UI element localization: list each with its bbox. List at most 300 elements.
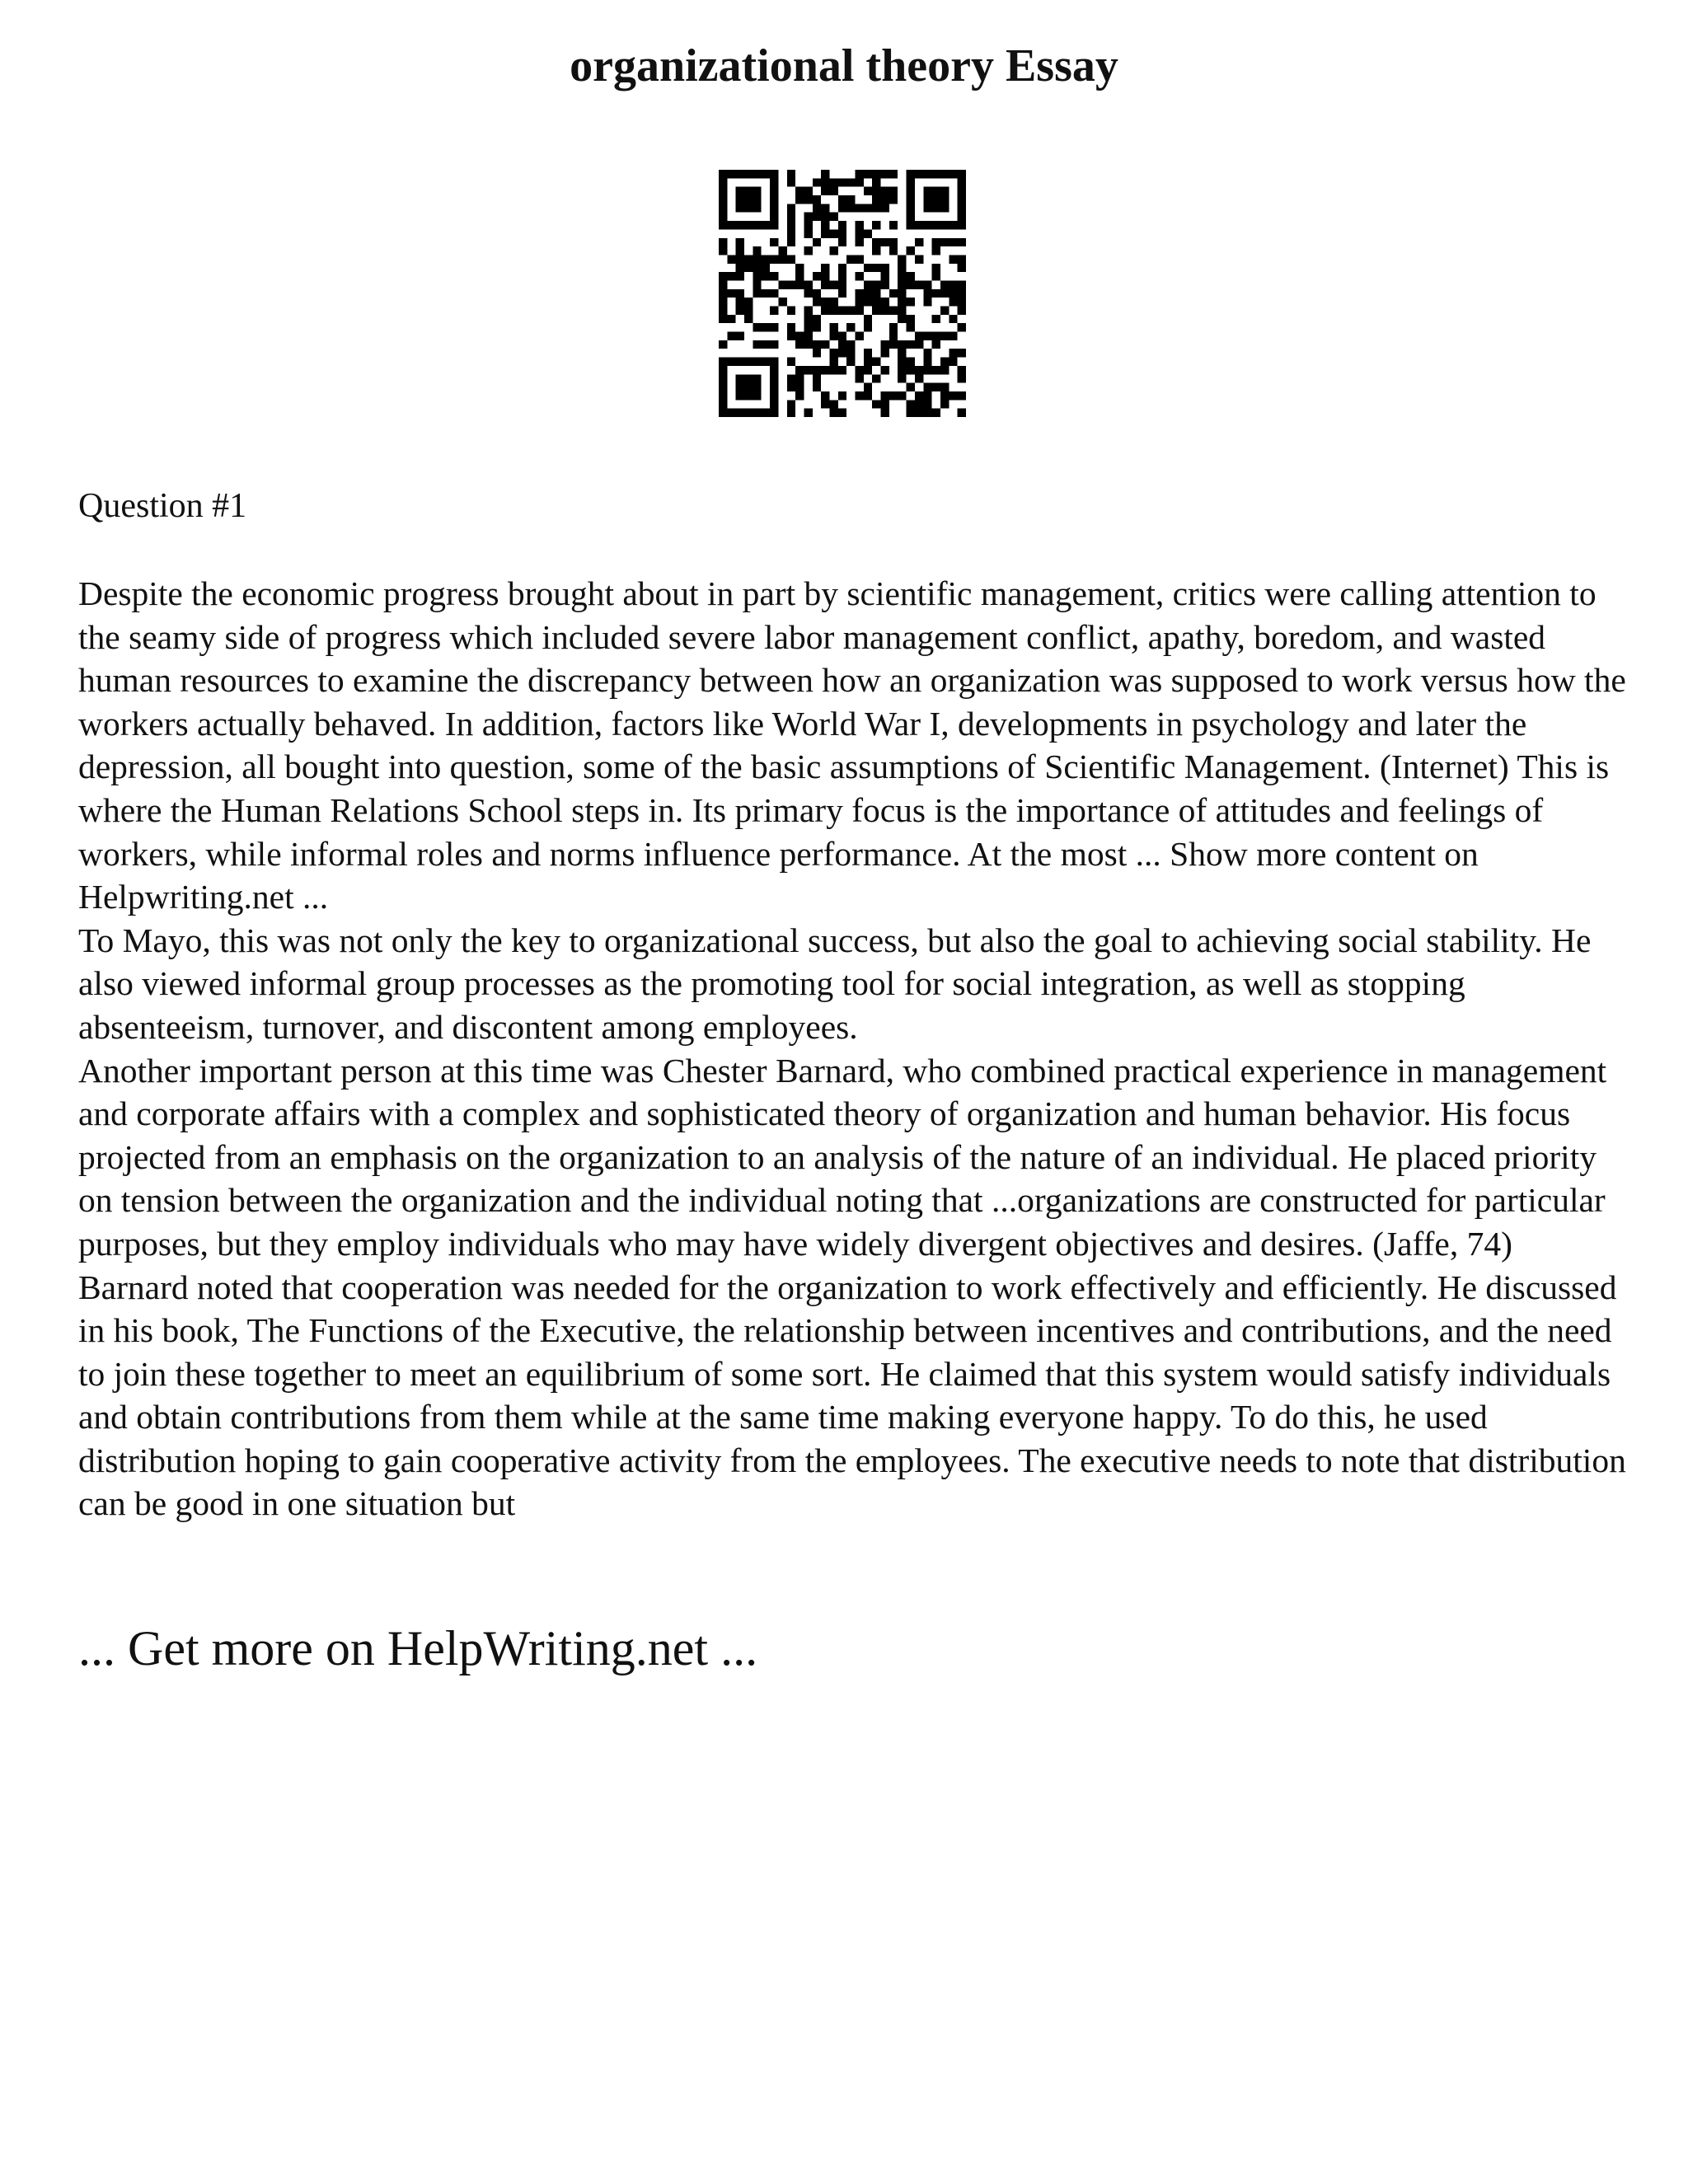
qr-module — [719, 272, 727, 280]
qr-module — [753, 170, 761, 178]
qr-module — [762, 358, 770, 366]
qr-module — [856, 307, 864, 315]
qr-module — [949, 238, 957, 246]
qr-module — [787, 255, 795, 263]
qr-module — [872, 400, 880, 408]
qr-module — [753, 264, 761, 272]
qr-module — [907, 366, 915, 374]
qr-module — [872, 307, 880, 315]
qr-module — [829, 366, 837, 374]
qr-module — [787, 400, 795, 408]
qr-module — [762, 340, 770, 349]
qr-module — [787, 358, 795, 366]
qr-module — [898, 391, 906, 400]
qr-module — [753, 255, 761, 263]
qr-module — [856, 298, 864, 306]
qr-module — [932, 409, 940, 417]
qr-module — [804, 229, 812, 237]
qr-module — [958, 366, 966, 374]
qr-module — [881, 298, 889, 306]
qr-module — [907, 340, 915, 349]
qr-module — [770, 358, 778, 366]
qr-module — [795, 383, 804, 391]
qr-module — [932, 332, 940, 340]
qr-module — [898, 298, 906, 306]
qr-module — [787, 332, 795, 340]
qr-module — [727, 170, 735, 178]
qr-module — [762, 255, 770, 263]
qr-module — [736, 332, 744, 340]
qr-module — [736, 409, 744, 417]
qr-module — [958, 187, 966, 195]
qr-module — [915, 221, 923, 229]
qr-module — [932, 340, 940, 349]
qr-module — [881, 400, 889, 408]
qr-module — [727, 358, 735, 366]
qr-module — [881, 340, 889, 349]
qr-module — [949, 280, 957, 288]
qr-module — [940, 204, 949, 212]
qr-module — [889, 332, 898, 340]
qr-module — [838, 264, 846, 272]
qr-module — [821, 366, 829, 374]
qr-module — [872, 289, 880, 298]
qr-module — [736, 195, 744, 204]
qr-module — [958, 307, 966, 315]
qr-module — [727, 221, 735, 229]
qr-module — [856, 366, 864, 374]
qr-module — [727, 332, 735, 340]
qr-module — [804, 307, 812, 315]
qr-module — [915, 238, 923, 246]
qr-module — [915, 280, 923, 288]
qr-module — [829, 332, 837, 340]
qr-module — [787, 323, 795, 331]
qr-module — [838, 280, 846, 288]
qr-module — [846, 195, 855, 204]
qr-module — [872, 221, 880, 229]
qr-module — [744, 187, 753, 195]
qr-module — [958, 195, 966, 204]
qr-module — [719, 340, 727, 349]
qr-module — [940, 170, 949, 178]
qr-module — [958, 170, 966, 178]
qr-module — [958, 374, 966, 382]
qr-module — [932, 315, 940, 323]
qr-module — [881, 195, 889, 204]
qr-module — [753, 272, 761, 280]
qr-module — [795, 280, 804, 288]
qr-module — [719, 400, 727, 408]
qr-module — [821, 307, 829, 315]
qr-module — [881, 272, 889, 280]
qr-module — [940, 289, 949, 298]
qr-module — [744, 204, 753, 212]
qr-module — [907, 246, 915, 255]
qr-module — [907, 221, 915, 229]
qr-module — [915, 332, 923, 340]
qr-module — [719, 178, 727, 186]
qr-module — [856, 255, 864, 263]
qr-module — [872, 298, 880, 306]
paragraph-3: Another important person at this time was Chester Barnard, who combined practical experience in management and corporate affairs with a complex and sophisticated theory of organization and human behavior. His focus projected from an emphasis on the organization to an analysis of the nature of an individual. He placed priority on tension between the organization and the individual noting that ...organizations are constructed for particular purposes, but they employ individuals who may have widely divergent objectives and desires. (Jaffe, 74) Barnard noted that cooperation was needed for the organization to work effectively and efficiently. He discussed in his book, The Functions of the Executive, the relationship between incentives and contributions, and the need to join these together to meet an equilibrium of some sort. He claimed that this system would satisfy individuals and obtain contributions from them while at the same time making everyone happy. To do this, he used distribution hoping to gain cooperative activity from the employees. The executive needs to note that distribution can be good in one situation but — [78, 1051, 1626, 1523]
qr-module — [907, 358, 915, 366]
qr-module — [829, 323, 837, 331]
qr-module — [727, 289, 735, 298]
qr-module — [907, 272, 915, 280]
qr-module — [787, 213, 795, 221]
qr-module — [838, 221, 846, 229]
qr-module — [821, 391, 829, 400]
qr-module — [804, 280, 812, 288]
qr-module — [719, 246, 727, 255]
qr-module — [958, 280, 966, 288]
qr-module — [846, 204, 855, 212]
qr-module — [829, 178, 837, 186]
qr-module — [907, 213, 915, 221]
qr-module — [881, 307, 889, 315]
qr-module — [736, 307, 744, 315]
qr-module — [872, 178, 880, 186]
qr-module — [864, 187, 872, 195]
qr-module — [949, 391, 957, 400]
qr-module — [932, 221, 940, 229]
qr-module — [753, 409, 761, 417]
page-title: organizational theory Essay — [570, 40, 1118, 91]
qr-module — [856, 204, 864, 212]
qr-module — [846, 349, 855, 357]
qr-module — [872, 238, 880, 246]
question-label: Question #1 — [78, 487, 247, 525]
qr-module — [727, 409, 735, 417]
qr-module — [804, 323, 812, 331]
qr-module — [829, 280, 837, 288]
qr-module — [829, 409, 837, 417]
qr-module — [923, 349, 931, 357]
qr-module — [770, 187, 778, 195]
qr-module — [940, 187, 949, 195]
qr-module — [719, 383, 727, 391]
qr-module — [923, 298, 931, 306]
qr-module — [940, 221, 949, 229]
qr-module — [838, 366, 846, 374]
qr-module — [889, 323, 898, 331]
qr-module — [923, 409, 931, 417]
qr-module — [940, 307, 949, 315]
qr-module — [949, 332, 957, 340]
qr-module — [804, 409, 812, 417]
qr-module — [804, 332, 812, 340]
qr-module — [770, 340, 778, 349]
qr-module — [753, 187, 761, 195]
qr-module — [881, 204, 889, 212]
qr-module — [915, 409, 923, 417]
qr-module — [829, 213, 837, 221]
qr-module — [821, 272, 829, 280]
qr-module — [770, 323, 778, 331]
qr-module — [804, 221, 812, 229]
qr-module — [932, 204, 940, 212]
qr-module — [821, 204, 829, 212]
qr-module — [932, 264, 940, 272]
qr-module — [907, 280, 915, 288]
qr-module — [778, 298, 786, 306]
qr-module — [856, 238, 864, 246]
qr-module — [753, 289, 761, 298]
qr-module — [804, 289, 812, 298]
qr-module — [958, 213, 966, 221]
qr-module — [898, 374, 906, 382]
qr-module — [889, 246, 898, 255]
qr-module — [889, 289, 898, 298]
qr-module — [795, 332, 804, 340]
qr-module — [753, 204, 761, 212]
qr-module — [864, 229, 872, 237]
qr-module — [813, 178, 821, 186]
qr-module — [813, 238, 821, 246]
qr-module — [915, 366, 923, 374]
qr-module — [727, 315, 735, 323]
qr-module — [932, 383, 940, 391]
qr-module — [795, 195, 804, 204]
qr-module — [770, 170, 778, 178]
qr-module — [846, 178, 855, 186]
qr-module — [795, 374, 804, 382]
qr-module — [753, 391, 761, 400]
qr-module — [744, 374, 753, 382]
qr-module — [719, 187, 727, 195]
qr-module — [856, 229, 864, 237]
qr-module — [813, 340, 821, 349]
qr-module — [719, 280, 727, 288]
qr-module — [719, 366, 727, 374]
qr-module — [838, 195, 846, 204]
qr-module — [898, 264, 906, 272]
qr-module — [940, 383, 949, 391]
qr-module — [907, 170, 915, 178]
qr-module — [949, 170, 957, 178]
qr-module — [770, 289, 778, 298]
qr-module — [719, 298, 727, 306]
qr-module — [719, 374, 727, 382]
qr-module — [856, 178, 864, 186]
qr-module — [719, 221, 727, 229]
qr-module — [838, 409, 846, 417]
qr-module — [744, 315, 753, 323]
qr-module — [762, 221, 770, 229]
qr-module — [753, 383, 761, 391]
qr-module — [898, 315, 906, 323]
qr-module — [958, 349, 966, 357]
qr-module — [813, 374, 821, 382]
qr-module — [787, 221, 795, 229]
qr-module — [804, 187, 812, 195]
qr-module — [821, 187, 829, 195]
qr-module — [932, 366, 940, 374]
qr-module — [923, 358, 931, 366]
qr-module — [881, 366, 889, 374]
qr-module — [907, 187, 915, 195]
qr-module — [923, 170, 931, 178]
qr-code-icon[interactable] — [719, 170, 966, 417]
qr-module — [829, 187, 837, 195]
qr-module — [932, 195, 940, 204]
paragraph-2: To Mayo, this was not only the key to organizational success, but also the goal to achieving social stability. He also viewed informal group processes as the promoting tool for social integration, as well as stopping absenteeism, turnover, and discontent among employees. — [78, 921, 1592, 1046]
qr-module — [821, 178, 829, 186]
qr-module — [736, 374, 744, 382]
qr-module — [829, 229, 837, 237]
qr-module — [940, 358, 949, 366]
qr-module — [889, 195, 898, 204]
qr-module — [923, 187, 931, 195]
qr-module — [864, 264, 872, 272]
qr-module — [762, 289, 770, 298]
qr-module — [813, 366, 821, 374]
qr-module — [958, 264, 966, 272]
qr-module — [787, 307, 795, 315]
qr-module — [719, 409, 727, 417]
qr-module — [923, 391, 931, 400]
qr-module — [932, 187, 940, 195]
qr-module — [744, 298, 753, 306]
qr-module — [940, 366, 949, 374]
qr-module — [856, 374, 864, 382]
qr-module — [949, 315, 957, 323]
qr-module — [753, 280, 761, 288]
qr-module — [829, 298, 837, 306]
qr-module — [958, 238, 966, 246]
qr-module — [898, 289, 906, 298]
qr-module — [872, 246, 880, 255]
qr-module — [864, 323, 872, 331]
qr-module — [753, 374, 761, 382]
qr-module — [813, 315, 821, 323]
qr-module — [856, 272, 864, 280]
qr-module — [813, 349, 821, 357]
qr-module — [719, 315, 727, 323]
qr-module — [923, 289, 931, 298]
qr-module — [958, 221, 966, 229]
qr-module — [898, 366, 906, 374]
qr-module — [898, 280, 906, 288]
qr-module — [770, 366, 778, 374]
qr-module — [838, 349, 846, 357]
qr-module — [813, 323, 821, 331]
qr-module — [821, 340, 829, 349]
qr-module — [736, 289, 744, 298]
qr-module — [770, 374, 778, 382]
qr-module — [762, 264, 770, 272]
qr-module — [736, 391, 744, 400]
qr-module — [795, 187, 804, 195]
qr-module — [719, 213, 727, 221]
qr-module — [872, 195, 880, 204]
qr-module — [907, 298, 915, 306]
qr-module — [881, 280, 889, 288]
qr-module — [744, 170, 753, 178]
qr-module — [744, 221, 753, 229]
qr-module — [804, 315, 812, 323]
qr-module — [736, 187, 744, 195]
qr-module — [864, 391, 872, 400]
qr-module — [923, 366, 931, 374]
qr-module — [864, 358, 872, 366]
qr-module — [778, 280, 786, 288]
qr-module — [727, 272, 735, 280]
qr-module — [719, 195, 727, 204]
qr-module — [898, 340, 906, 349]
qr-module — [770, 255, 778, 263]
qr-module — [923, 400, 931, 408]
qr-module — [889, 307, 898, 315]
qr-module — [889, 170, 898, 178]
qr-module — [821, 400, 829, 408]
qr-module — [829, 307, 837, 315]
qr-module — [958, 204, 966, 212]
qr-module — [864, 280, 872, 288]
qr-module — [719, 307, 727, 315]
get-more-link[interactable]: ... Get more on HelpWriting.net ... — [78, 1621, 758, 1675]
qr-module — [881, 170, 889, 178]
qr-module — [949, 358, 957, 366]
qr-module — [719, 289, 727, 298]
qr-module — [787, 178, 795, 186]
qr-module — [940, 195, 949, 204]
qr-module — [907, 400, 915, 408]
qr-module — [829, 400, 837, 408]
qr-module — [856, 332, 864, 340]
qr-module — [744, 307, 753, 315]
qr-module — [915, 374, 923, 382]
qr-module — [915, 340, 923, 349]
qr-module — [907, 323, 915, 331]
qr-module — [838, 332, 846, 340]
qr-module — [719, 170, 727, 178]
qr-module — [856, 170, 864, 178]
qr-module — [923, 383, 931, 391]
qr-module — [958, 255, 966, 263]
qr-module — [736, 358, 744, 366]
qr-module — [940, 238, 949, 246]
qr-module — [762, 323, 770, 331]
qr-module — [923, 204, 931, 212]
qr-module — [958, 409, 966, 417]
qr-module — [813, 289, 821, 298]
qr-module — [932, 289, 940, 298]
qr-module — [907, 383, 915, 391]
qr-module — [770, 213, 778, 221]
qr-module — [753, 246, 761, 255]
qr-module — [864, 289, 872, 298]
qr-module — [770, 391, 778, 400]
qr-module — [736, 298, 744, 306]
qr-module — [898, 272, 906, 280]
qr-module — [787, 229, 795, 237]
qr-module — [915, 400, 923, 408]
qr-module — [736, 238, 744, 246]
qr-module — [872, 264, 880, 272]
qr-module — [813, 213, 821, 221]
qr-module — [838, 178, 846, 186]
qr-module — [898, 349, 906, 357]
qr-module — [744, 358, 753, 366]
qr-module — [864, 383, 872, 391]
qr-module — [923, 280, 931, 288]
qr-module — [744, 391, 753, 400]
qr-module — [762, 170, 770, 178]
qr-module — [829, 358, 837, 366]
qr-module — [838, 229, 846, 237]
